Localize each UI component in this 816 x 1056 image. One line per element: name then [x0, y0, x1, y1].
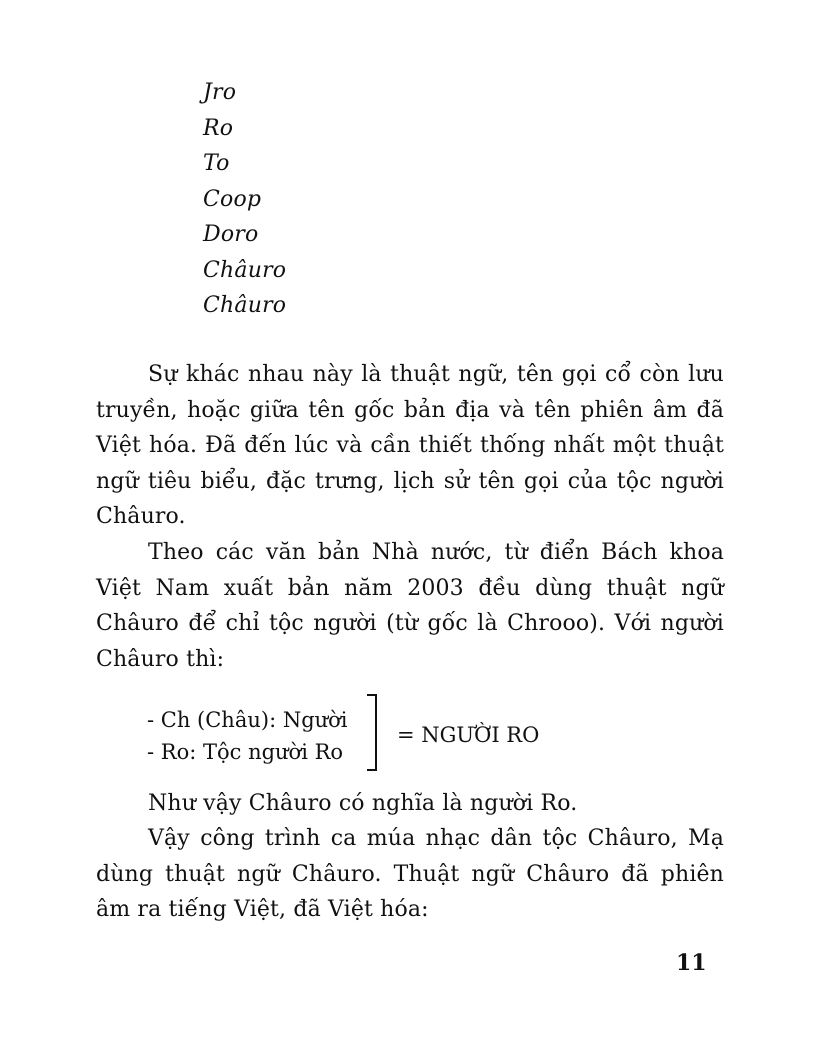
right-bracket	[367, 694, 377, 771]
term-item: Châuro	[203, 257, 287, 283]
page-number: 11	[676, 950, 707, 976]
paragraph-state-documents: Theo các văn bản Nhà nước, từ điển Bách khoa Việt Nam xuất bản năm 2003 đều dùng thuật ngữ Châuro để chỉ tộc người (từ gốc là Chrooo). Với người Châuro thì:	[96, 540, 724, 672]
formula-result: = NGƯỜI RO	[397, 723, 540, 747]
term-item: Châuro	[203, 293, 287, 318]
term-list	[203, 75, 286, 324]
term-item: Ro	[203, 115, 234, 141]
paragraph-dance-music-work: Vậy công trình ca múa nhạc dân tộc Châuro, Mạ dùng thuật ngữ Châuro. Thuật ngữ Châuro đã phiên âm ra tiếng Việt, đã Việt hóa:	[96, 826, 724, 922]
name-etymology-formula	[147, 703, 567, 775]
term-item: Coop	[203, 186, 262, 212]
paragraph-terminology-difference: Sự khác nhau này là thuật ngữ, tên gọi cổ còn lưu truyền, hoặc giữa tên gốc bản địa và tên phiên âm đã Việt hóa. Đã đến lúc và cần thiết thống nhất một thuật ngữ tiêu biểu, đặc trưng, lịch sử tên gọi của tộc người Châuro.	[96, 362, 724, 529]
term-item: Doro	[203, 222, 259, 247]
formula-line-ch: - Ch (Châu): Người	[147, 708, 348, 732]
paragraph-meaning: Như vậy Châuro có nghĩa là người Ro.	[148, 791, 578, 816]
term-item: Jro	[203, 80, 237, 105]
formula-line-ro: - Ro: Tộc người Ro	[147, 740, 344, 764]
term-item: To	[203, 151, 230, 176]
